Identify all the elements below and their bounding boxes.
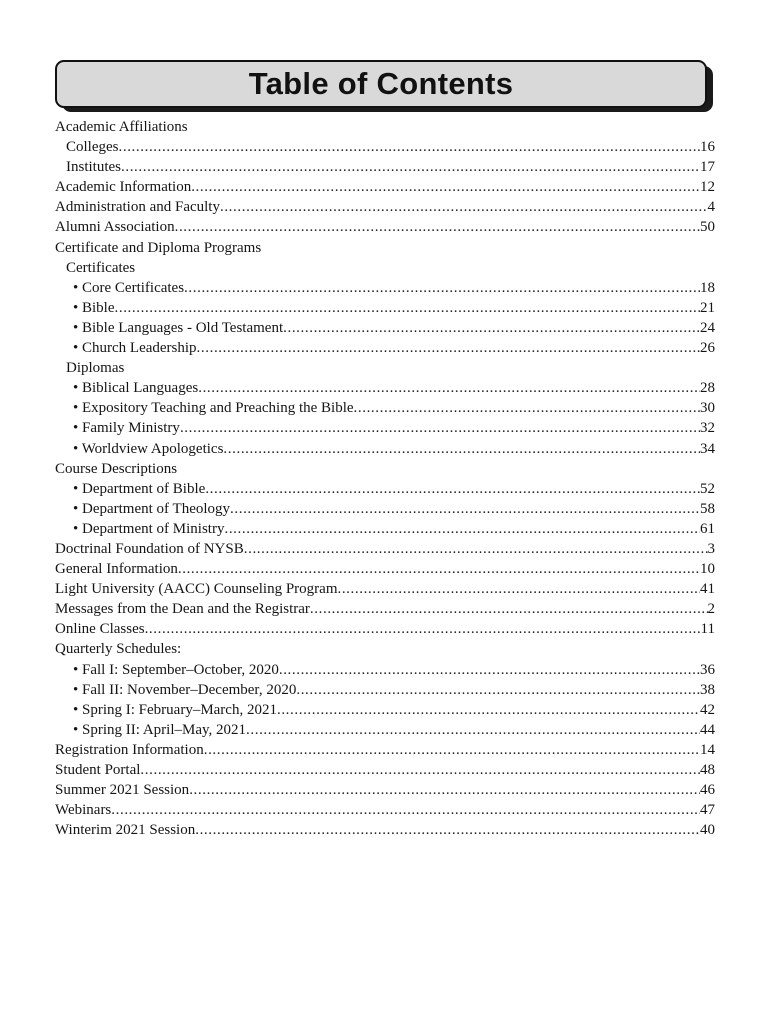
toc-entry[interactable]: [55, 177, 715, 197]
toc-page-number: 18: [700, 279, 715, 296]
toc-page-number: 47: [700, 802, 715, 819]
toc-page-number: 14: [700, 741, 715, 758]
title-banner: [55, 60, 715, 112]
dot-leader: [277, 700, 700, 720]
toc-page-number: 2: [707, 601, 715, 618]
toc-entry[interactable]: [55, 800, 715, 820]
dot-leader: [204, 740, 700, 760]
toc-entry[interactable]: [55, 338, 715, 358]
dot-leader: [354, 398, 700, 418]
toc-section-heading: [55, 639, 715, 659]
toc-entry-label: Registration Information: [55, 741, 204, 758]
toc-entry[interactable]: [55, 298, 715, 318]
toc-entry[interactable]: [55, 439, 715, 459]
toc-entry-label: Colleges: [66, 139, 119, 156]
toc-entry-label: • Spring II: April–May, 2021: [73, 721, 247, 738]
dot-leader: [189, 780, 700, 800]
dot-leader: [230, 499, 700, 519]
toc-entry[interactable]: [55, 398, 715, 418]
toc-entry-label: Academic Information: [55, 179, 192, 196]
toc-entry-label: • Fall I: September–October, 2020: [73, 661, 279, 678]
toc-entry[interactable]: [55, 499, 715, 519]
toc-entry-label: • Bible Languages - Old Testament: [73, 319, 284, 336]
toc-entry[interactable]: [55, 820, 715, 840]
dot-leader: [180, 418, 700, 438]
toc-entry-label: Administration and Faculty: [55, 199, 220, 216]
dot-leader: [220, 197, 708, 217]
dot-leader: [223, 439, 700, 459]
toc-page-number: 21: [700, 299, 715, 316]
toc-entry-label: • Core Certificates: [73, 279, 185, 296]
toc-entry-label: Course Descriptions: [55, 460, 178, 477]
toc-entry[interactable]: [55, 519, 715, 539]
toc-page-number: 38: [700, 681, 715, 698]
dot-leader: [119, 137, 701, 157]
toc-entry[interactable]: [55, 197, 715, 217]
toc-page-number: 32: [700, 420, 715, 437]
toc-entry-label: Light University (AACC) Counseling Program: [55, 581, 338, 598]
dot-leader: [175, 217, 700, 237]
toc-entry-label: Messages from the Dean and the Registrar: [55, 601, 310, 618]
toc-entry[interactable]: [55, 278, 715, 298]
toc-page-number: 46: [700, 782, 715, 799]
toc-entry-label: • Department of Theology: [73, 500, 231, 517]
toc-page-number: 12: [700, 179, 715, 196]
dot-leader: [246, 720, 700, 740]
dot-leader: [115, 298, 701, 318]
toc-section-heading: [55, 258, 715, 278]
toc-entry[interactable]: [55, 157, 715, 177]
toc-page-number: 50: [700, 219, 715, 236]
dot-leader: [121, 157, 700, 177]
toc-page-number: 58: [700, 500, 715, 517]
toc-page-number: 17: [700, 159, 715, 176]
toc-entry[interactable]: [55, 680, 715, 700]
toc-entry[interactable]: [55, 720, 715, 740]
toc-entry-label: Online Classes: [55, 621, 145, 638]
toc-entry[interactable]: [55, 740, 715, 760]
dot-leader: [140, 760, 700, 780]
dot-leader: [224, 519, 700, 539]
toc-page-number: 40: [700, 822, 715, 839]
toc-entry[interactable]: [55, 559, 715, 579]
dot-leader: [111, 800, 700, 820]
dot-leader: [195, 820, 700, 840]
toc-entry[interactable]: [55, 760, 715, 780]
toc-entry-label: • Spring I: February–March, 2021: [73, 701, 277, 718]
toc-entry-label: • Department of Ministry: [73, 520, 225, 537]
toc-entry-label: Winterim 2021 Session: [55, 822, 196, 839]
toc-entry[interactable]: [55, 137, 715, 157]
dot-leader: [198, 378, 700, 398]
dot-leader: [279, 660, 700, 680]
dot-leader: [244, 539, 708, 559]
toc-entry-label: • Expository Teaching and Preaching the Bible: [73, 400, 354, 417]
toc-section-heading: [55, 238, 715, 258]
toc-page-number: 48: [700, 762, 715, 778]
toc-entry-label: • Worldview Apologetics: [73, 440, 224, 457]
toc-page-number: 36: [700, 661, 715, 678]
toc-page-number: 34: [700, 440, 715, 457]
toc-entry[interactable]: [55, 619, 715, 639]
toc-section-heading: [55, 358, 715, 378]
toc-entry-label: • Fall II: November–December, 2020: [73, 681, 297, 698]
toc-entry[interactable]: [55, 217, 715, 237]
title-box: [55, 60, 707, 108]
toc-page-number: 24: [700, 319, 715, 336]
toc-entry[interactable]: [55, 378, 715, 398]
dot-leader: [205, 479, 700, 499]
page-title: Table of Contents: [248, 66, 514, 101]
toc-page-number: 52: [700, 480, 715, 497]
dot-leader: [337, 579, 700, 599]
toc-section-heading: [55, 459, 715, 479]
toc-entry-label: Academic Affiliations: [55, 119, 188, 135]
dot-leader: [310, 599, 708, 619]
toc-entry-label: General Information: [55, 561, 178, 578]
toc-entry-label: • Biblical Languages: [73, 380, 199, 397]
dot-leader: [191, 177, 700, 197]
toc-entry[interactable]: [55, 700, 715, 720]
toc-list: [55, 117, 715, 840]
dot-leader: [197, 338, 700, 358]
dot-leader: [145, 619, 701, 639]
toc-entry[interactable]: [55, 599, 715, 619]
toc-page-number: 61: [700, 520, 715, 537]
dot-leader: [184, 278, 700, 298]
toc-entry[interactable]: [55, 418, 715, 438]
toc-entry-label: • Family Ministry: [73, 420, 180, 437]
toc-entry-label: Summer 2021 Session: [55, 782, 190, 799]
toc-entry[interactable]: [55, 318, 715, 338]
toc-entry-label: Institutes: [66, 159, 121, 176]
toc-page-number: 10: [700, 561, 715, 578]
toc-entry-label: • Bible: [73, 299, 115, 316]
toc-entry-label: Certificates: [66, 259, 136, 276]
toc-page-number: 30: [700, 400, 715, 417]
toc-page-number: 44: [700, 721, 715, 738]
toc-entry-label: Diplomas: [66, 360, 125, 377]
toc-entry[interactable]: [55, 780, 715, 800]
toc-entry[interactable]: [55, 479, 715, 499]
toc-entry-label: Doctrinal Foundation of NYSB: [55, 540, 244, 557]
dot-leader: [296, 680, 700, 700]
toc-page-number: 28: [700, 380, 715, 397]
toc-entry-label: Quarterly Schedules:: [55, 641, 182, 658]
dot-leader: [283, 318, 700, 338]
toc-page-number: 42: [700, 701, 715, 718]
toc-page-number: 4: [707, 199, 715, 216]
toc-page-number: 3: [707, 540, 715, 557]
toc-entry-label: • Church Leadership: [73, 340, 197, 357]
toc-page-number: 26: [700, 340, 715, 357]
toc-page-number: 41: [700, 581, 715, 598]
dot-leader: [178, 559, 700, 579]
toc-entry-label: Student Portal: [55, 762, 141, 778]
toc-entry-label: Alumni Association: [55, 219, 175, 236]
toc-page-number: 16: [700, 139, 715, 156]
toc-entry-label: Certificate and Diploma Programs: [55, 239, 262, 256]
toc-section-heading: [55, 117, 715, 137]
toc-page-number: 11: [700, 621, 715, 638]
toc-entry[interactable]: [55, 539, 715, 559]
toc-entry-label: Webinars: [55, 802, 112, 819]
toc-entry[interactable]: [55, 579, 715, 599]
toc-entry-label: • Department of Bible: [73, 480, 206, 497]
toc-entry[interactable]: [55, 660, 715, 680]
